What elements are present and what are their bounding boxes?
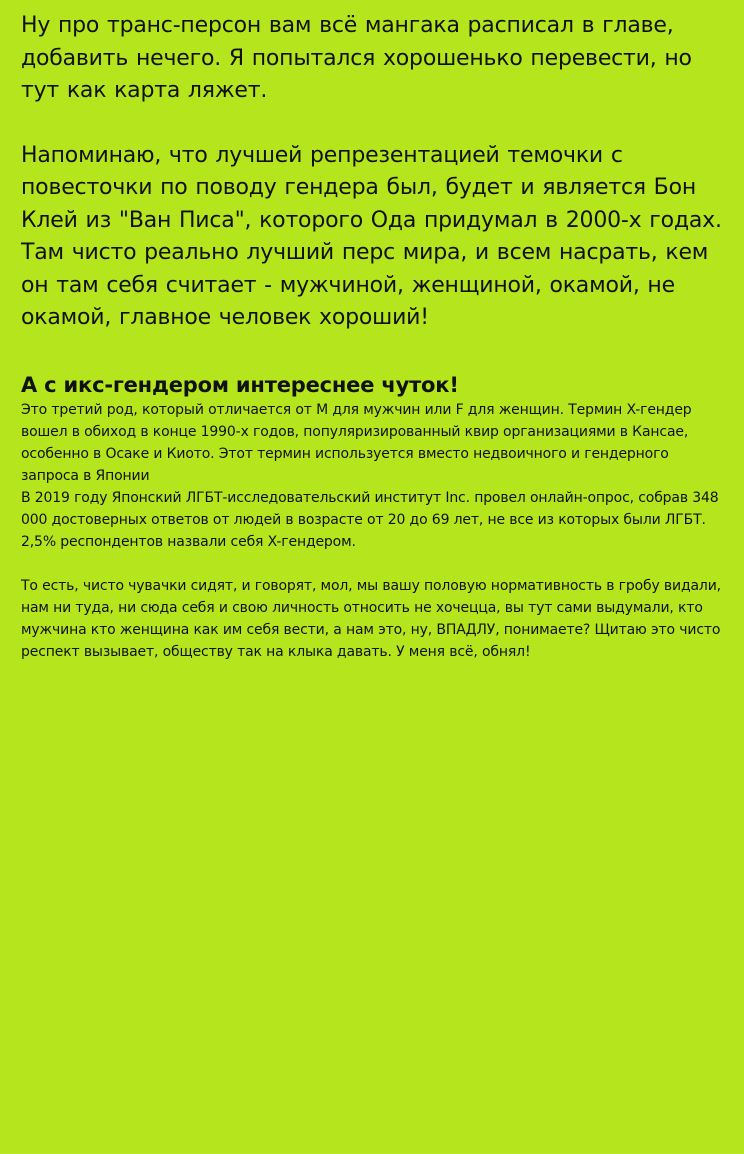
intro-paragraph: Ну про транс-персон вам всё мангака расписал в главе, добавить нечего. Я попытался хорошенько перевести, но тут как карта ляжет. [21,13,692,103]
bon-clay-paragraph: Напоминаю, что лучшей репрезентацией темочки с повесточки по поводу гендера был, будет и является Бон Клей из "Ван Писа", которого Ода придумал в 2000-х годах. Там чисто реально лучший перс мира, и всем насрать, кем он там себя считает - мужчиной, женщиной, окамой, не окамой, главное человек хороший! [21,142,722,330]
x-gender-definition-paragraph: Это третий род, который отличается от M для мужчин или F для женщин. Термин X-гендер вошел в обиход в конце 1990-х годов, популяризированный квир организациями в Кансае, особенно в Осаке и Киото. Этот термин используется вместо недвоичного и гендерного запроса в Японии [21,401,692,484]
survey-paragraph: В 2019 году Японский ЛГБТ-исследовательский институт Inc. провел онлайн-опрос, собрав 348 000 достоверных ответов от людей в возрасте от 20 до 69 лет, не все из которых были ЛГБТ. 2,5% респондентов назвали себя X-гендером. [21,489,719,550]
x-gender-heading: А с икс-гендером интереснее чуток! [21,372,459,397]
closing-paragraph: То есть, чисто чувачки сидят, и говорят, мол, мы вашу половую нормативность в гробу видали, нам ни туда, ни сюда себя и свою личность относить не хочецца, вы тут сами выдумали, кто мужчина кто женщина как им себя вести, а нам это, ну, ВПАДЛУ, понимаете? Щитаю это чисто респект вызывает, обществу так на клыка давать. У меня всё, обнял! [21,577,721,660]
